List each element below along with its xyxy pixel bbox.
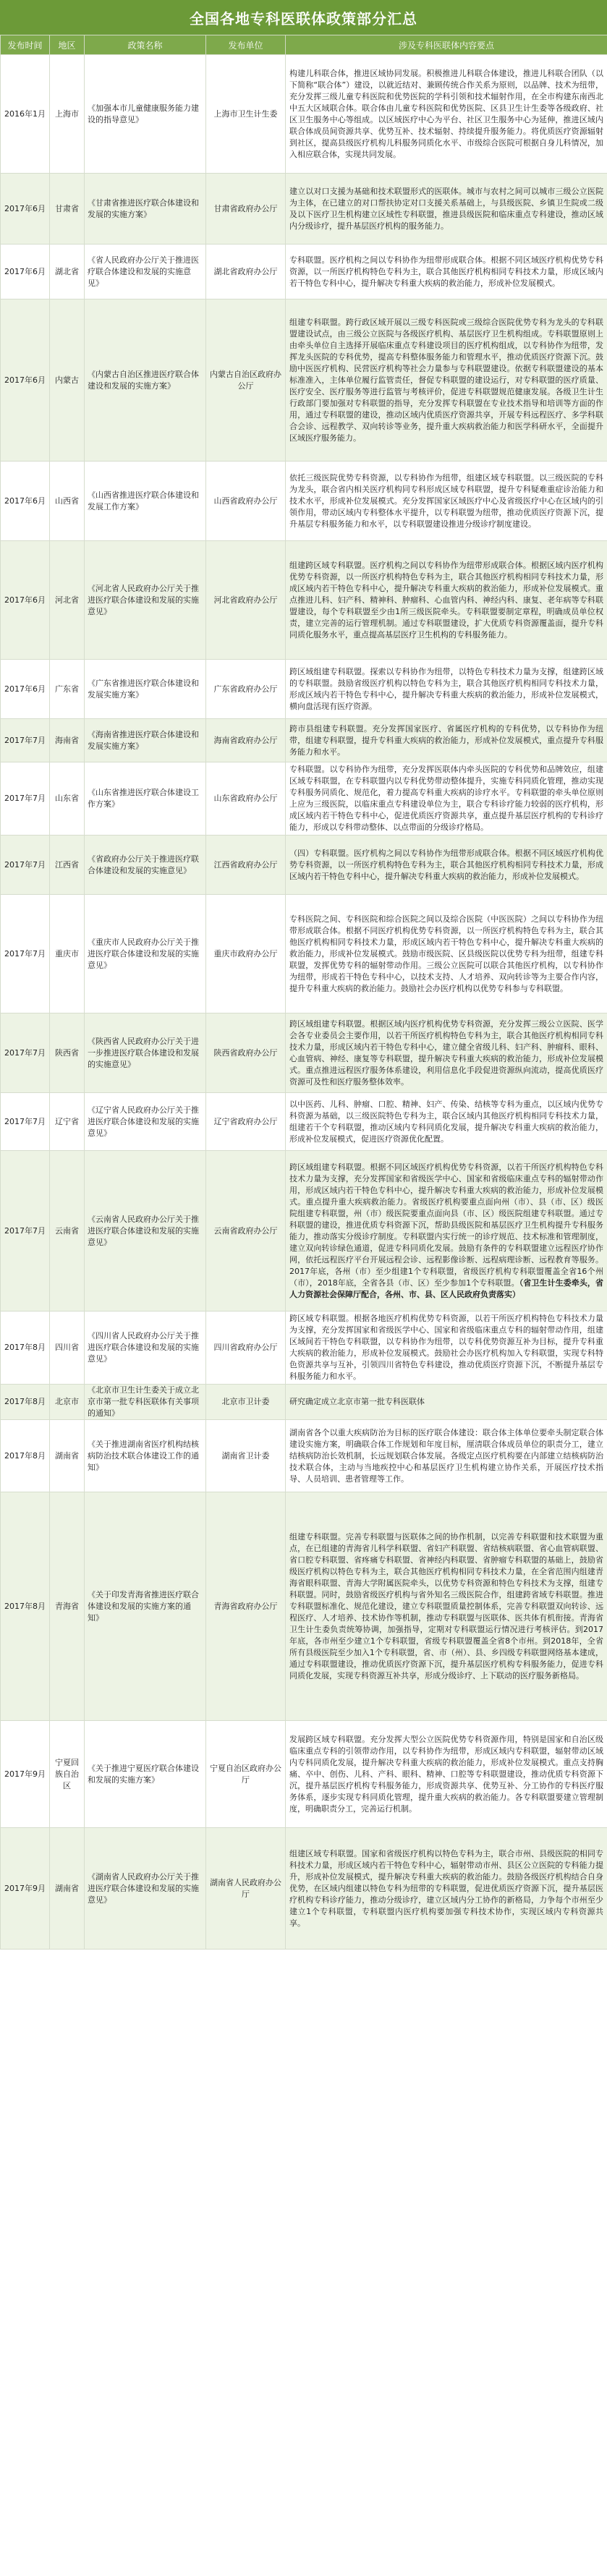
cell-region-text: 北京市 [55, 1397, 79, 1406]
cell-content-text: 湖南省各个以重大疾病防治为目标的医疗联合体建设：联合体主体单位要牵头制定联合体建设实施方案，明确联合体工作规划和年度目标，厘清联合体成员单位的职责分工，建立结核病防治长效机制，长远规划联合体发展。各级定点医疗机构要在内部建立结核病防治技术联合体，主动与当地疾控中心和基层医疗卫生机构建立协作关系，开展医疗技术指导、人员培训、患者管理等工作。 [289, 1427, 603, 1484]
cell-time-text: 2017年9月 [4, 1769, 46, 1779]
cell-content [286, 719, 607, 762]
cell-time [1, 299, 50, 462]
cell-region [50, 299, 85, 462]
cell-issuer [206, 1420, 286, 1492]
cell-time-text: 2017年7月 [4, 1116, 46, 1126]
cell-region [50, 1013, 85, 1093]
column-header-issuer: 发布单位 [206, 35, 286, 55]
column-header-time: 发布时间 [1, 35, 50, 55]
table-row [1, 895, 607, 1013]
cell-time-text: 2017年7月 [4, 1225, 46, 1236]
cell-region [50, 1420, 85, 1492]
cell-issuer-text: 河北省政府办公厅 [213, 595, 278, 605]
cell-content-text: 跨区域组建专科联盟。探索以专科协作为纽带，以特色专科技术力量为支撑，组建跨区域的专科联盟。鼓励省级医疗机构以特色专科为主，联合其他医疗机构相同专科技术力量，形成区域内若干特色专科中心，提升解决专科重大疾病的救治能力，形成补位发展模式，横向盘活现有医疗资源。 [289, 666, 603, 711]
cell-time [1, 462, 50, 541]
cell-issuer-text: 湖南省卫计委 [221, 1450, 270, 1461]
cell-issuer-text: 湖南省人民政府办公厅 [210, 1877, 281, 1899]
cell-content [286, 245, 607, 299]
cell-time [1, 174, 50, 245]
cell-issuer-text: 广东省政府办公厅 [213, 684, 278, 694]
cell-time-text: 2017年6月 [4, 203, 46, 213]
cell-region-text: 海南省 [55, 735, 79, 745]
cell-region [50, 1093, 85, 1151]
cell-policy-text: 《辽宁省人民政府办公厅关于推进医疗联合体建设和发展的实施意见》 [88, 1105, 199, 1138]
cell-time-text: 2017年7月 [4, 1047, 46, 1058]
cell-time [1, 541, 50, 660]
cell-issuer-text: 北京市卫计委 [221, 1397, 270, 1406]
cell-issuer [206, 1721, 286, 1828]
cell-policy [85, 1013, 206, 1093]
cell-region-text: 宁夏回族自治区 [55, 1757, 79, 1790]
cell-issuer-text: 云南省政府办公厅 [213, 1225, 278, 1236]
cell-time [1, 245, 50, 299]
table-row [1, 1721, 607, 1828]
cell-time [1, 660, 50, 719]
cell-policy-text: 《省人民政府办公厅关于推进医疗联合体建设和发展的实施意见》 [88, 255, 199, 288]
cell-time-text: 2017年8月 [4, 1397, 46, 1406]
cell-region [50, 174, 85, 245]
cell-region-text: 上海市 [55, 109, 79, 119]
cell-content-text: 构建儿科联合体，推进区域协同发展。积极推进儿科联合体建设，推进儿科联合团队（以下简称“联合体”）建设，以就近结对、兼顾传统合作关系为原则，以品牌、技术为纽带，充分发挥三级儿童专科医院和优势医院的学科引领和技术辐射作用，在全市构建东南西北中五大区域联合体。联合体由儿童专科医院和优势医院、区县卫生计生委等各级政府、社区卫生服务中心等组成。以区域医疗中心为平台、社区卫生服务中心为延伸，推进区域内联合体成员间资源共享、优势互补、技术辐射、持续提升服务能力。将优质医疗资源辐射到社区，提高县级医疗机构儿科服务同质化水平、市级综合医院可根据自身儿科情况，加入相应联合体，实现共同发展。 [289, 68, 603, 159]
cell-time [1, 55, 50, 174]
cell-issuer [206, 660, 286, 719]
cell-policy [85, 1385, 206, 1420]
cell-time [1, 1420, 50, 1492]
cell-policy-text: 《山西省推进医疗联合体建设和发展工作方案》 [88, 490, 199, 511]
cell-content-text: 组建区域专科联盟。国家和省级医疗机构以特色专科为主，联合市州、县级医院的相同专科技术力量，形成区域内若干特色专科中心，辐射带动市州、县区公立医院的专科能力提升，形成补位发展模式，提升解决专科重大疾病的救治能力。鼓励各级医疗机构结合自身优势，在区域内组建以特色专科为纽带的专科联盟，促进优质医疗资源下沉，提升基层医疗机构专科诊疗能力，推动分级诊疗，建立区域内分工协作的新格局，力争每个市州至少建立1个专科联盟，专科联盟内医疗机构要加强专科技术协作，实现区域内专科资源共享。 [289, 1848, 603, 1928]
cell-policy [85, 895, 206, 1013]
table-header-row [1, 35, 607, 55]
table-body [1, 55, 607, 1950]
cell-issuer-text: 山西省政府办公厅 [213, 496, 278, 506]
cell-region-text: 重庆市 [55, 948, 79, 958]
cell-region-text: 甘肃省 [55, 203, 79, 213]
cell-issuer-text: 山东省政府办公厅 [213, 794, 278, 803]
cell-policy-text: 《四川省人民政府办公厅关于推进医疗联合体建设和发展的实施意见》 [88, 1331, 199, 1364]
cell-issuer [206, 762, 286, 836]
cell-policy-text: 《山东省推进医疗联合体建设工作方案》 [88, 788, 199, 809]
cell-time [1, 1492, 50, 1721]
table-row [1, 245, 607, 299]
cell-policy-text: 《加强本市儿童健康服务能力建设的指导意见》 [88, 103, 199, 124]
cell-region [50, 895, 85, 1013]
cell-issuer-text: 内蒙古自治区政府办公厅 [210, 369, 281, 391]
table-row [1, 541, 607, 660]
cell-issuer [206, 1312, 286, 1385]
cell-region-text: 山西省 [55, 496, 79, 506]
table-row [1, 1312, 607, 1385]
cell-content [286, 1151, 607, 1312]
cell-issuer-text: 海南省政府办公厅 [213, 735, 278, 745]
cell-policy [85, 299, 206, 462]
cell-issuer [206, 55, 286, 174]
cell-content [286, 836, 607, 895]
cell-time-text: 2017年7月 [4, 859, 46, 870]
table-row [1, 762, 607, 836]
column-header-region: 地区 [50, 35, 85, 55]
cell-content [286, 1420, 607, 1492]
cell-content-text: 以中医药、儿科、肿瘤、口腔、精神、妇产、传染、结核等专科为重点，以区域内优势专科资源为基础，以三级医院特色专科为主，联合区域内其他医疗机构相同专科技术力量，组建若干个专科联盟，推动区域内专科同质化发展，提升解决专科重大疾病的救治能力，形成补位发展模式，促进医疗资源优化配置。 [289, 1099, 603, 1144]
cell-issuer-text: 上海市卫生计生委 [213, 109, 278, 119]
cell-time-text: 2017年6月 [4, 595, 46, 605]
cell-region-text: 内蒙古 [55, 375, 79, 385]
cell-region-text: 湖北省 [55, 266, 79, 276]
table-row [1, 660, 607, 719]
table-row [1, 1013, 607, 1093]
cell-policy [85, 719, 206, 762]
cell-policy [85, 1492, 206, 1721]
policy-table [0, 35, 607, 1950]
cell-region [50, 836, 85, 895]
cell-content-text: 建立以对口支援为基础和技术联盟形式的医联体。城市与农村之间可以城市三级公立医院为主体，在已建立的对口帮扶协定对口支援关系基础上，与县级医院、乡镇卫生院或二级及以下医疗卫生机构建立区域性专科联盟，推进县级医院和临床重点专科建设，推动区域内分级诊疗，提升基层医疗机构的服务能力。 [289, 186, 603, 231]
cell-content-text: （四）专科联盟。医疗机构之间以专科协作为纽带形成联合体。根据不同区域医疗机构优势专科资源，以一所医疗机构特色专科为主，联合其他医疗机构相同专科技术力量，形成区域内若干特色专科中心，提升解决专科重大疾病的救治能力，形成补位发展模式。 [289, 848, 603, 881]
table-row [1, 174, 607, 245]
cell-content [286, 660, 607, 719]
cell-content [286, 1013, 607, 1093]
cell-content [286, 1093, 607, 1151]
cell-issuer [206, 174, 286, 245]
cell-content [286, 299, 607, 462]
cell-region [50, 462, 85, 541]
cell-policy [85, 836, 206, 895]
cell-time-text: 2017年8月 [4, 1343, 46, 1352]
cell-region-text: 云南省 [55, 1225, 79, 1236]
cell-time [1, 836, 50, 895]
cell-content-text: 跨区域专科联盟。根据各地医疗机构优势专科资源，以若干所医疗机构特色专科技术力量为支撑，充分发挥国家和省级医学中心、国家和省级临床重点专科的辐射带动作用，组建区域间若干特色专科联盟，以专科协作为纽带，以专科优势资源互补为目标，提升专科重大疾病的救治能力，形成补位发展模式。鼓励社会办医疗机构加入专科联盟，实现专科特色资源共享与互补，引领四川省特色专科建设，推动优质医疗资源下沉，不断提升基层专科服务能力和水平。 [289, 1314, 603, 1381]
table-row [1, 1420, 607, 1492]
cell-issuer [206, 245, 286, 299]
cell-issuer [206, 1013, 286, 1093]
cell-policy [85, 174, 206, 245]
cell-time [1, 895, 50, 1013]
cell-content-text: 专科医院之间、专科医院和综合医院之间以及综合医院（中医医院）之间以专科协作为纽带形成联合体。根据不同医疗机构优势专科资源，以一所医疗机构特色专科为主，联合其他医疗机构相同专科技术力量，形成区域内若干特色专科中心，提升解决专科重大疾病的救治能力，形成补位发展模式。鼓励市级医院、区县级医院以优势专科为纽带，组建专科联盟，发挥优势专科的辐射带动作用。三级公立医院可以联合其他医疗机构，以专科协作为纽带，形成若干特色专科中心，以技术支持、人才培养、双向转诊等为主要合作内容，提升专科重大疾病的救治能力。鼓励社会办医疗机构以优势专科参与专科联盟。 [289, 914, 603, 993]
cell-content [286, 174, 607, 245]
cell-region [50, 719, 85, 762]
cell-policy-text: 《湖南省人民政府办公厅关于推进医疗联合体建设和发展的实施意见》 [88, 1871, 199, 1905]
cell-content [286, 1312, 607, 1385]
cell-time-text: 2017年9月 [4, 1883, 46, 1893]
cell-policy [85, 1151, 206, 1312]
cell-policy [85, 1420, 206, 1492]
cell-issuer-text: 重庆市政府办公厅 [213, 948, 278, 958]
cell-policy-text: 《云南省人民政府办公厅关于推进医疗联合体建设和发展的实施意见》 [88, 1214, 199, 1247]
table-row [1, 1093, 607, 1151]
cell-content-text: 组建跨区域专科联盟。医疗机构之间以专科协作为纽带形成联合体。根据区域内医疗机构优势专科资源，以一所医疗机构特色专科为主，联合其他医疗机构相同专科技术力量，形成区域内若干特色专科中心，提升解决专科重大疾病的救治能力，形成补位发展模式。重点推进儿科、妇产科、精神科、肿瘤科、心血管内科、神经内科、康复、老年病等专科联盟建设，每个专科联盟至少由1所三级医院牵头。专科联盟要制定章程，明确成员单位权责，建立完善的运行管理机制。通过专科联盟建设，扩大优质专科资源覆盖面，提升专科同质化服务水平，重点提高基层医疗卫生机构的专科服务能力。 [289, 560, 603, 639]
cell-issuer-text: 湖北省政府办公厅 [213, 266, 278, 276]
cell-policy [85, 55, 206, 174]
cell-content-text: 跨区域组建专科联盟。根据不同区域医疗机构优势专科资源，以若干所医疗机构特色专科技术力量为支撑，充分发挥国家和省级医学中心、国家和省级临床重点专科的辐射带动作用，形成区域内若干特色专科中心，提升解决专科重大疾病的救治能力，形成补位发展模式。重点提升重大疾病救治能力。省级医疗机构要重点面向州（市）、县（市、区）级医院组建专科联盟，州（市）级医院要重点面向县（市、区）级医院组建专科联盟。通过专科联盟的建设，推进优质专科资源下沉，帮助县级医院和基层医疗卫生机构提升专科服务能力，推动落实分级诊疗制度。专科联盟内实行统一的诊疗规范、技术标准和管理制度，建立双向转诊绿色通道，促进专科同质化发展。鼓励有条件的专科联盟建立远程医疗协作网，依托远程医疗平台开展远程会诊、远程影像诊断、远程病理诊断、远程教育等服务。2017年底，各州（市）至少组建1个专科联盟，省级医疗机构专科联盟覆盖全省16个州（市），2018年底，全省各县（市、区）至少参加1个专科联盟。 [289, 1162, 603, 1288]
table-row [1, 55, 607, 174]
cell-issuer-text: 辽宁省政府办公厅 [213, 1116, 278, 1126]
cell-region [50, 1492, 85, 1721]
cell-content-text: 专科联盟。以专科协作为纽带，充分发挥医联体内牵头医院的专科优势和品牌效应，组建区域专科联盟，在专科联盟内以专科优势带动整体提升，实施专科同质化管理，推动实现专科服务同质化、规范化，着力提高专科重大疾病的诊疗水平。专科联盟的牵头单位原则上应为三级医院，以临床重点专科建设单位为主，联合专科诊疗能力较弱的医疗机构，形成区域内若干特色专科中心，促进优质医疗资源共享，重点提升基层医疗机构的专科诊疗能力，形成以专科带动整体、以点带面的分级诊疗格局。 [289, 765, 603, 832]
cell-content [286, 762, 607, 836]
table-row [1, 1828, 607, 1950]
cell-issuer [206, 895, 286, 1013]
cell-time-text: 2017年7月 [4, 948, 46, 958]
cell-issuer [206, 1151, 286, 1312]
cell-policy-text: 《陕西省人民政府办公厅关于进一步推进医疗联合体建设和发展的实施意见》 [88, 1036, 199, 1069]
table-row [1, 1385, 607, 1420]
cell-content [286, 1721, 607, 1828]
cell-issuer-text: 陕西省政府办公厅 [213, 1047, 278, 1058]
cell-region-text: 四川省 [55, 1343, 79, 1352]
cell-time [1, 762, 50, 836]
cell-time-text: 2017年6月 [4, 496, 46, 506]
cell-time [1, 1312, 50, 1385]
cell-policy [85, 245, 206, 299]
cell-issuer [206, 1093, 286, 1151]
cell-policy-text: 《河北省人民政府办公厅关于推进医疗联合体建设和发展的实施意见》 [88, 583, 199, 616]
cell-content-text: 跨市县组建专科联盟。充分发挥国家医疗、省属医疗机构的专科优势，以专科协作为纽带，组建专科联盟，提升专科重大疾病的救治能力，形成补位发展模式，重点提升专科服务能力和水平。 [289, 723, 603, 757]
cell-policy-text: 《关于推进湖南省医疗机构结核病防治技术联合体建设工作的通知》 [88, 1439, 199, 1472]
cell-time-text: 2017年7月 [4, 794, 46, 803]
cell-region-text: 河北省 [55, 595, 79, 605]
cell-policy-text: 《海南省推进医疗联合体建设和发展实施方案》 [88, 729, 199, 751]
cell-time-text: 2017年7月 [4, 735, 46, 745]
cell-issuer-text: 甘肃省政府办公厅 [213, 203, 278, 213]
cell-time [1, 1385, 50, 1420]
cell-content-text: 专科联盟。医疗机构之间以专科协作为纽带形成联合体。根据不同区域医疗机构优势专科资源，以一所医疗机构特色专科为主，联合其他医疗机构相同专科技术力量，形成区域内若干特色专科中心，提升解决专科重大疾病的救治能力，形成补位发展模式。 [289, 255, 603, 288]
cell-region [50, 1151, 85, 1312]
cell-policy [85, 1828, 206, 1950]
cell-region [50, 541, 85, 660]
cell-policy-text: 《重庆市人民政府办公厅关于推进医疗联合体建设和发展的实施意见》 [88, 937, 199, 970]
cell-content-text: 依托三级医院优势专科资源，以专科协作为纽带，组建区域专科联盟。以三级医院的专科为龙头，联合省内相关医疗机构同专科形成区域专科联盟，提升专科疑难重症诊治能力和技术水平，形成补位发展模式。充分发挥国家区域医疗中心及省级医疗中心在区域内的引领作用，带动区域内专科整体水平提升，以专科联盟为纽带，推动优质医疗资源下沉，提升基层专科服务能力和水平，以专科联盟建设推进分级诊疗制度建设。 [289, 472, 603, 529]
table-row [1, 1492, 607, 1721]
cell-issuer [206, 541, 286, 660]
cell-region [50, 1312, 85, 1385]
cell-region-text: 陕西省 [55, 1047, 79, 1058]
column-header-content: 涉及专科医联体内容要点 [286, 35, 607, 55]
cell-region [50, 55, 85, 174]
cell-issuer-text: 宁夏自治区政府办公厅 [210, 1763, 281, 1785]
cell-content-emphasis: （省卫生计生委牵头，省人力资源社会保障厅配合，各州、市、县、区人民政府负责落实） [289, 1278, 603, 1299]
cell-region [50, 1721, 85, 1828]
table-row [1, 719, 607, 762]
cell-time-text: 2017年8月 [4, 1601, 46, 1611]
cell-content [286, 1828, 607, 1950]
cell-content [286, 895, 607, 1013]
cell-policy-text: 《关于印发青海省推进医疗联合体建设和发展的实施方案的通知》 [88, 1589, 199, 1623]
cell-content-text: 研究确定成立北京市第一批专科医联体 [289, 1397, 425, 1406]
cell-content [286, 1385, 607, 1420]
column-header-policy: 政策名称 [85, 35, 206, 55]
cell-time [1, 1151, 50, 1312]
cell-content [286, 541, 607, 660]
cell-region-text: 江西省 [55, 859, 79, 870]
cell-policy [85, 541, 206, 660]
cell-region-text: 青海省 [55, 1601, 79, 1611]
cell-issuer [206, 1385, 286, 1420]
cell-region-text: 广东省 [55, 684, 79, 694]
cell-policy-text: 《关于推进宁夏医疗联合体建设和发展的实施方案》 [88, 1763, 199, 1785]
cell-region [50, 245, 85, 299]
cell-policy-text: 《北京市卫生计生委关于成立北京市第一批专科医联体有关事项的通知》 [88, 1385, 199, 1418]
cell-region [50, 762, 85, 836]
cell-time [1, 1013, 50, 1093]
cell-time-text: 2017年8月 [4, 1450, 46, 1461]
cell-time-text: 2017年6月 [4, 266, 46, 276]
cell-issuer-text: 四川省政府办公厅 [213, 1343, 278, 1352]
cell-content-text: 跨区域组建专科联盟。根据区域内医疗机构优势专科资源，充分发挥三级公立医院、医学会各专业委员会主要作用，以若干所医疗机构特色专科为主，联合其他医疗机构相同专科技术力量，形成区域内若干特色专科中心，建立健全省级儿科、妇产科、肿瘤科、眼科、心血管病、神经、康复等专科联盟，提升解决专科重大疾病的救治能力，形成补位发展模式。重点推进远程医疗服务体系建设，利用信息化手段促进资源纵向流动，提高优质医疗资源可及性和医疗服务整体效率。 [289, 1019, 603, 1087]
cell-policy [85, 462, 206, 541]
cell-region [50, 1385, 85, 1420]
cell-policy [85, 660, 206, 719]
cell-policy-text: 《甘肃省推进医疗联合体建设和发展的实施方案》 [88, 197, 199, 219]
cell-policy [85, 1093, 206, 1151]
cell-region [50, 660, 85, 719]
cell-content-text: 发展跨区域专科联盟。充分发挥大型公立医院优势专科资源作用，特别是国家和自治区级临床重点专科的引领带动作用，以专科协作为纽带，形成区域内专科联盟，辐射带动区域内专科同质化发展，提升解决专科重大疾病的救治能力，形成补位发展模式。重点支持胸痛、卒中、创伤、儿科、产科、眼科、精神、口腔等专科联盟建设，推动优质专科资源下沉，提升基层医疗机构专科服务能力，形成资源共享、优势互补、分工协作的专科医疗服务体系，逐步实现专科同质化管理，提升重大疾病的救治能力。各专科联盟要建立管理制度，明确职责分工，完善运行机制。 [289, 1734, 603, 1814]
cell-region [50, 1828, 85, 1950]
cell-content-text: 组建专科联盟。完善专科联盟与医联体之间的协作机制，以完善专科联盟和技术联盟为重点，在已组建的青海省儿科学科联盟、省妇产科联盟、省结核病联盟、省心血管病联盟、省口腔专科联盟、省疼痛专科联盟、省神经内科联盟、省肿瘤专科联盟的基础上，鼓励省级医疗机构以特色专科为主，联合其他医疗机构相同专科技术力量，在全省范围内组建青海省眼科联盟、青海大学附属医院牵头，以优势专科资源和特色专科技术为支撑，组建专科联盟。同时，鼓励省级医疗机构与省外知名三级医院合作，组建跨省域专科联盟。推进专科联盟标准化、规范化建设，建立专科联盟质量控制体系，完善专科联盟双向转诊、远程医疗、人才培养、技术协作等机制，推动专科联盟与医联体、医共体有机衔接。青海省卫生计生委负责统筹协调，加强指导，定期对专科联盟运行情况进行考核评估。到2017年底，各市州至少建立1个专科联盟，省级专科联盟覆盖全省8个市州。到2018年，全省所有县级医院至少加入1个专科联盟，省、市（州）、县、乡四级专科联盟网络基本建成，通过专科联盟建设，推动优质医疗资源下沉，提升基层医疗机构专科服务能力，促进专科同质化发展，实现专科资源互补共享，形成分级诊疗、上下联动的医疗服务新格局。 [289, 1531, 603, 1680]
cell-issuer-text: 江西省政府办公厅 [213, 859, 278, 870]
cell-region-text: 辽宁省 [55, 1116, 79, 1126]
cell-policy-text: 《广东省推进医疗联合体建设和发展实施方案》 [88, 678, 199, 700]
table-row [1, 462, 607, 541]
cell-issuer [206, 836, 286, 895]
cell-time [1, 1093, 50, 1151]
cell-issuer [206, 719, 286, 762]
cell-issuer [206, 1492, 286, 1721]
cell-time [1, 1828, 50, 1950]
cell-time-text: 2017年6月 [4, 684, 46, 694]
cell-issuer [206, 299, 286, 462]
cell-content [286, 462, 607, 541]
cell-time-text: 2016年1月 [4, 109, 46, 119]
table-row [1, 299, 607, 462]
cell-time [1, 1721, 50, 1828]
cell-issuer-text: 青海省政府办公厅 [213, 1601, 278, 1611]
cell-policy-text: 《内蒙古自治区推进医疗联合体建设和发展的实施方案》 [88, 369, 199, 391]
cell-region-text: 湖南省 [55, 1450, 79, 1461]
cell-time-text: 2017年6月 [4, 375, 46, 385]
cell-policy-text: 《省政府办公厅关于推进医疗联合体建设和发展的实施意见》 [88, 854, 199, 875]
table-row [1, 1151, 607, 1312]
cell-issuer [206, 462, 286, 541]
cell-content [286, 1492, 607, 1721]
cell-time [1, 719, 50, 762]
cell-region-text: 湖南省 [55, 1883, 79, 1893]
cell-content [286, 55, 607, 174]
cell-policy [85, 762, 206, 836]
cell-issuer [206, 1828, 286, 1950]
cell-policy [85, 1721, 206, 1828]
page-title: 全国各地专科医联体政策部分汇总 [0, 0, 607, 35]
cell-content-text: 组建专科联盟。跨行政区域开展以三级专科医院或三级综合医院优势专科为龙头的专科联盟建设试点，由三级公立医院与各级医疗机构、基层医疗卫生机构组成。专科联盟原则上由牵头单位自主选择开展临床重点专科建设项目的医疗机构组成，以专科协作为纽带，发挥龙头医院的专科优势，提高专科整体服务能力和管理水平，推动优质医疗资源下沉。鼓励中医医疗机构、民营医疗机构等社会力量参与专科联盟建设。依据专科联盟建设的基本标准准入，主体单位履行监管责任，督促专科联盟的建设运行，对专科联盟的医疗质量、医疗安全、医疗服务等进行监管与考核评价，促进专科联盟规范健康发展。各级卫生计生行政部门要加强对专科联盟的指导，充分发挥专科联盟在专业技术指导和培训等方面的作用，通过专科联盟的建设，推动区域内优质医疗资源共享，开展专科远程医疗、多学科联合会诊、远程教学、双向转诊等业务，提升重大疾病救治能力和医学科研水平，全面提升区域医疗服务能力。 [289, 317, 603, 443]
cell-region-text: 山东省 [55, 794, 79, 803]
table-row [1, 836, 607, 895]
cell-policy [85, 1312, 206, 1385]
